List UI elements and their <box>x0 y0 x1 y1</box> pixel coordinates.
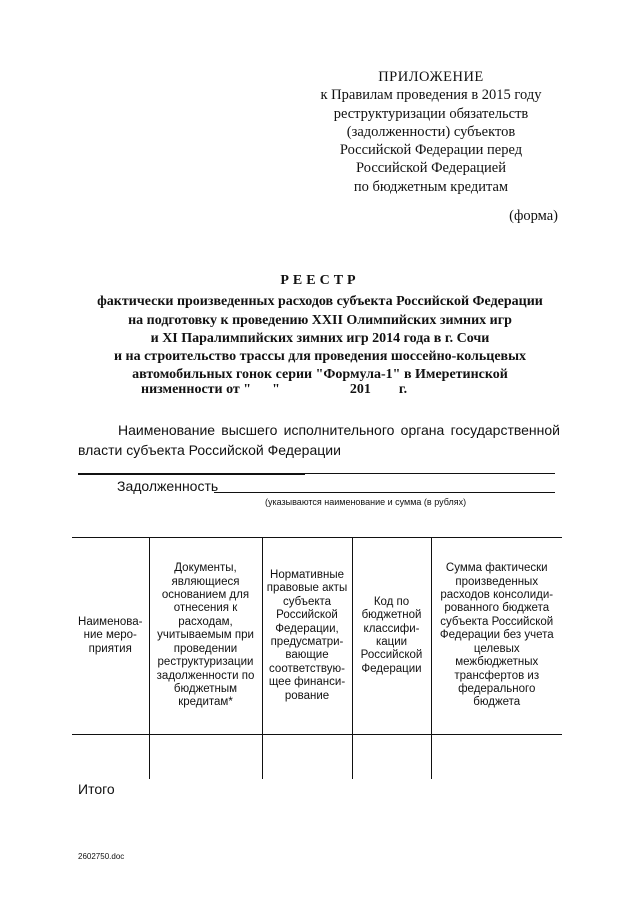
authority-line-2 <box>78 440 560 480</box>
appendix-line: Российской Федерации перед <box>339 142 523 159</box>
document-title: РЕЕСТР <box>280 273 360 288</box>
title-line: и XI Паралимпийских зимних игр 2014 года в г. Сочи <box>150 330 490 346</box>
appendix-line: (задолженности) субъектов <box>346 123 516 140</box>
title-date-line: низменности от " " 201 г. <box>141 382 408 397</box>
appendix-line: реструктуризации обязательств <box>333 105 529 122</box>
table-cell <box>262 735 352 780</box>
total-label: Итого <box>78 781 115 797</box>
authority-line-2-text: власти субъекта Российской Федерации <box>78 442 341 458</box>
title-line: на подготовку к проведению XXII Олимпийских зимних игр <box>128 312 512 328</box>
authority-line-1: Наименование высшего исполнительного органа государственной <box>118 422 560 438</box>
table-header-row <box>72 538 562 735</box>
column-header: Сумма фактически произведенных расходов консолиди-рованного бюджета субъекта Российской Федерации без учета целевых межбюджетных трансфертов из федерального бюджета <box>431 538 562 735</box>
title-block <box>70 272 570 385</box>
form-label: (форма) <box>509 208 558 224</box>
appendix-line: к Правилам проведения в 2015 году <box>320 87 542 104</box>
title-line: и на строительство трассы для проведения шоссейно-кольцевых <box>113 349 527 365</box>
authority-paragraph <box>78 420 560 480</box>
debt-label: Задолженность <box>117 478 219 494</box>
table-cell <box>431 735 562 780</box>
debt-fill-line <box>214 492 555 493</box>
debt-note: (указываются наименование и сумма (в рублях) <box>265 497 467 507</box>
file-name-footer: 2602750.doc <box>78 852 125 861</box>
appendix-line: Российской Федерацией <box>356 160 506 177</box>
column-header: Нормативные правовые акты субъекта Российской Федерации, предусматри-вающие соответствую-щее финанси-рование <box>262 538 352 735</box>
table-cell <box>352 735 431 780</box>
appendix-line: по бюджетным кредитам <box>353 178 509 195</box>
column-header: Наименова-ние меро-приятия <box>72 538 149 735</box>
registry-table <box>72 537 562 779</box>
column-header: Документы, являющиеся основанием для отнесения к расходам, учитываемым при проведении реструктуризации задолженности по бюджетным кредитам* <box>149 538 262 735</box>
title-line: автомобильных гонок серии "Формула-1" в Имеретинской <box>132 367 508 383</box>
table-row <box>72 735 562 780</box>
appendix-heading: ПРИЛОЖЕНИЕ <box>378 69 484 85</box>
title-line: фактически произведенных расходов субъекта Российской Федерации <box>97 294 543 310</box>
table-cell <box>149 735 262 780</box>
column-header: Код по бюджетной классифи-кации Российской Федерации <box>352 538 431 735</box>
table-cell <box>72 735 149 780</box>
appendix-block <box>300 68 562 196</box>
blank-rule <box>78 473 555 474</box>
authority-fill-line <box>78 474 305 475</box>
